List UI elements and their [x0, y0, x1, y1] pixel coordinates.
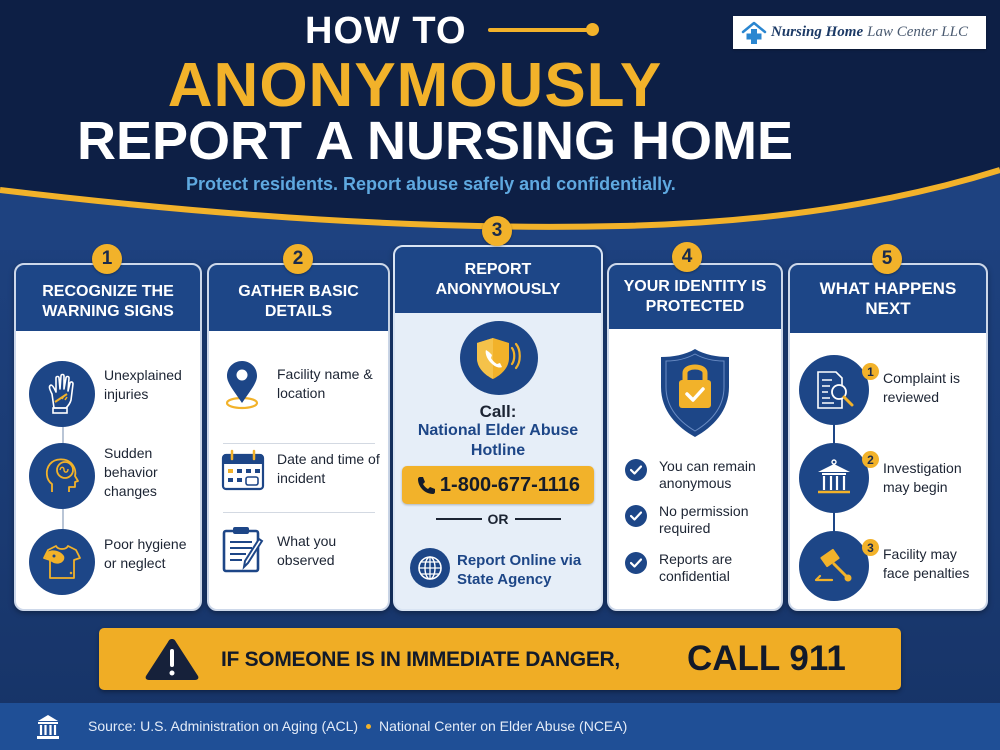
emergency-alert-banner: [99, 628, 901, 690]
report-online-link[interactable]: Report Online via State Agency: [457, 552, 582, 588]
phone-icon: [416, 475, 436, 495]
title-connector-dot: [586, 23, 599, 36]
warning-sign-text: Poor hygiene or neglect: [104, 536, 187, 571]
warning-sign-text: Sudden behavior changes: [104, 445, 158, 499]
emergency-alert-text: IF SOMEONE IS IN IMMEDIATE DANGER,: [221, 648, 620, 671]
globe-icon: [410, 548, 450, 588]
card-title: REPORT ANONYMOUSLY: [395, 247, 601, 313]
head-confusion-icon: [29, 443, 95, 509]
clipboard-icon: [222, 525, 268, 573]
phone-shield-icon: [460, 321, 538, 395]
protection-item-text: Reports are confidential: [659, 551, 733, 584]
step-card-gather-details: [207, 263, 390, 611]
calendar-icon: [221, 449, 265, 491]
warning-sign-text: Unexplained injuries: [104, 367, 182, 402]
hotline-name: National Elder Abuse Hotline: [417, 422, 579, 459]
source-footer: [0, 703, 1000, 750]
protection-item-text: You can remain anonymous: [659, 458, 756, 491]
warning-triangle-icon: [144, 637, 200, 681]
logo-name-light: Law Center LLC: [867, 24, 968, 40]
next-step-text: Investigation may begin: [883, 460, 962, 495]
step-badge-4: 4: [672, 242, 702, 272]
sub-step-badge: 2: [862, 451, 879, 468]
sub-step-badge: 1: [862, 363, 879, 380]
source-text: [88, 718, 627, 734]
step-card-what-happens-next: [788, 263, 988, 611]
card-title: WHAT HAPPENS NEXT: [790, 265, 986, 333]
checkmark-icon: [625, 505, 647, 527]
step-card-recognize: [14, 263, 202, 611]
detail-text: Facility name & location: [277, 366, 373, 401]
gavel-icon: [799, 531, 869, 601]
step-card-report-anonymously: [393, 245, 603, 611]
divider-line: [436, 518, 482, 520]
house-medical-cross-icon: [741, 21, 767, 45]
divider-line: [515, 518, 561, 520]
company-logo[interactable]: [733, 16, 986, 49]
shield-lock-icon: [659, 347, 731, 439]
source-ncea: National Center on Elder Abuse (NCEA): [379, 718, 628, 734]
subtitle: Protect residents. Report abuse safely and confidentially.: [186, 174, 676, 194]
title-connector-line: [488, 28, 592, 32]
protection-item-text: No permission required: [659, 503, 749, 536]
sub-step-badge: 3: [862, 539, 879, 556]
card-title: YOUR IDENTITY IS PROTECTED: [609, 265, 781, 329]
detail-text: What you observed: [277, 533, 337, 568]
separator: [223, 443, 375, 444]
institution-building-icon: [36, 713, 60, 740]
step-badge-2: 2: [283, 244, 313, 274]
step-badge-3: 3: [482, 216, 512, 246]
detail-text: Date and time of incident: [277, 451, 380, 486]
next-step-text: Facility may face penalties: [883, 546, 970, 581]
hotline-phone-number: 1-800-677-1116: [439, 473, 581, 496]
card-title: RECOGNIZE THE WARNING SIGNS: [16, 265, 200, 331]
call-label: Call:: [479, 402, 517, 421]
checkmark-icon: [625, 552, 647, 574]
logo-name-bold: Nursing Home: [771, 24, 864, 40]
call-911-text: CALL 911: [687, 639, 846, 678]
or-divider: [395, 511, 601, 527]
injured-hand-icon: [29, 361, 95, 427]
step-badge-1: 1: [92, 244, 122, 274]
document-search-icon: [799, 355, 869, 425]
bullet-dot: [366, 724, 371, 729]
courthouse-icon: [799, 443, 869, 513]
step-card-identity-protected: [607, 263, 783, 611]
step-badge-5: 5: [872, 244, 902, 274]
or-label: OR: [487, 511, 509, 527]
next-step-text: Complaint is reviewed: [883, 370, 961, 405]
location-pin-icon: [222, 359, 262, 411]
stained-shirt-icon: [29, 529, 95, 595]
title-anonymously: ANONYMOUSLY: [167, 51, 663, 120]
card-title: GATHER BASIC DETAILS: [209, 265, 388, 331]
source-acl: Source: U.S. Administration on Aging (ACL): [88, 718, 359, 734]
separator: [223, 512, 375, 513]
title-report-nursing-home: REPORT A NURSING HOME: [76, 111, 794, 171]
hotline-phone-button[interactable]: [402, 466, 594, 504]
checkmark-icon: [625, 459, 647, 481]
title-how-to: HOW TO: [305, 10, 467, 52]
